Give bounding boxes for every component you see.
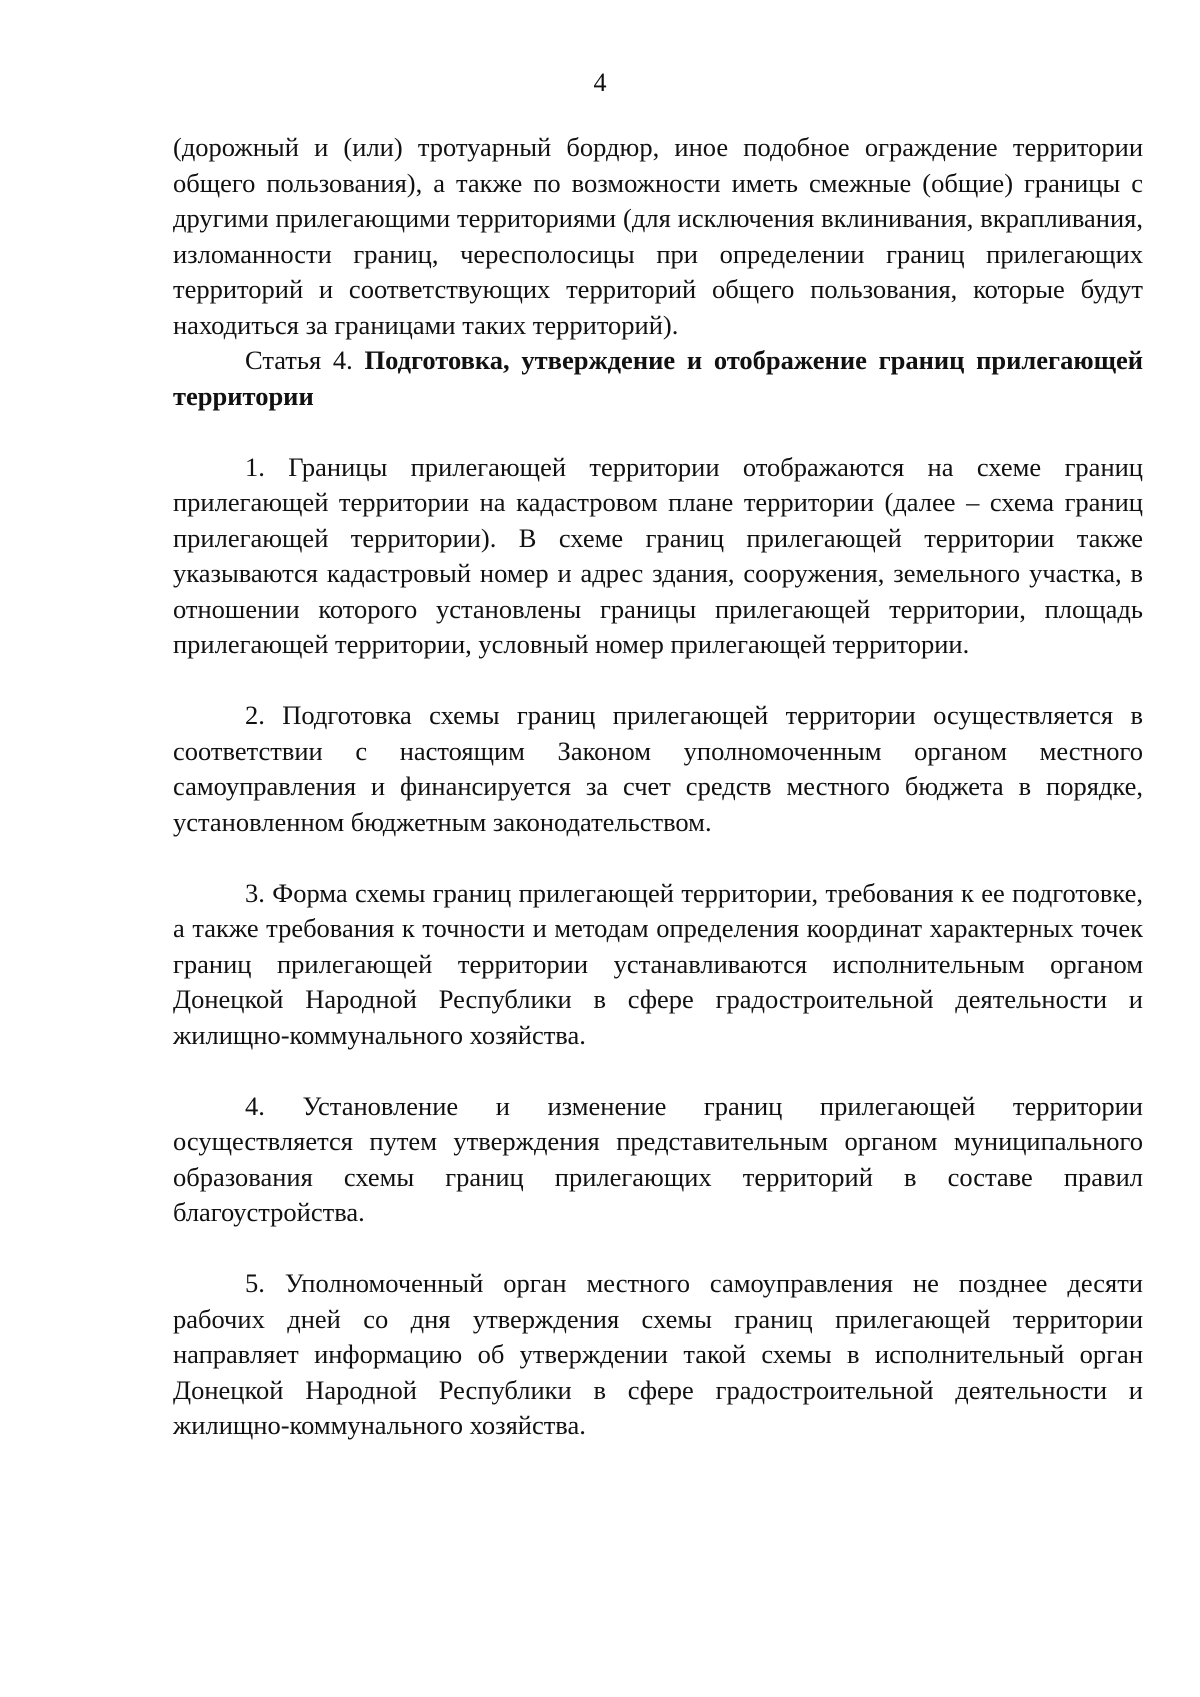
- article-label: Статья 4.: [245, 345, 353, 375]
- article-heading: [173, 343, 1143, 414]
- paragraph-3: 3. Форма схемы границ прилегающей территории, требования к ее подготовке, а также требования к точности и методам определения координат характерных точек границ прилегающей территории устанавливаются исполнительным органом Донецкой Народной Республики в сфере градостроительной деятельности и жилищно-коммунального хозяйства.: [173, 877, 1143, 1050]
- intro-paragraph: (дорожный и (или) тротуарный бордюр, иное подобное ограждение территории общего пользования), а также по возможности иметь смежные (общие) границы с другими прилегающими территориями (для исключения вклинивания, вкрапливания, изломанности границ, чересполосицы при определении границ прилегающих территорий и соответствующих территорий общего пользования, которые будут находиться за границами таких территорий).: [173, 132, 1143, 340]
- paragraph-1: 1. Границы прилегающей территории отображаются на схеме границ прилегающей территории на кадастровом плане территории (далее – схема границ прилегающей территории). В схеме границ прилегающей территории также указываются кадастровый номер и адрес здания, сооружения, земельного участка, в отношении которого установлены границы прилегающей территории, площадь прилегающей территории, условный номер прилегающей территории.: [173, 451, 1143, 659]
- page-number: 4: [593, 68, 607, 97]
- paragraph-2: 2. Подготовка схемы границ прилегающей территории осуществляется в соответствии с настоящим Законом уполномоченным органом местного самоуправления и финансируется за счет средств местного бюджета в порядке, установленном бюджетным законодательством.: [173, 700, 1143, 837]
- paragraph-5: 5. Уполномоченный орган местного самоуправления не позднее десяти рабочих дней со дня утверждения схемы границ прилегающей территории направляет информацию об утверждении такой схемы в исполнительный орган Донецкой Народной Республики в сфере градостроительной деятельности и жилищно-коммунального хозяйства.: [173, 1268, 1143, 1440]
- document-body: [173, 130, 1143, 1444]
- article-title: Подготовка, утверждение и отображение границ прилегающей территории: [173, 345, 1143, 411]
- paragraph-4: 4. Установление и изменение границ прилегающей территории осуществляется путем утверждения представительным органом муниципального образования схемы границ прилегающих территорий в составе правил благоустройства.: [173, 1090, 1143, 1227]
